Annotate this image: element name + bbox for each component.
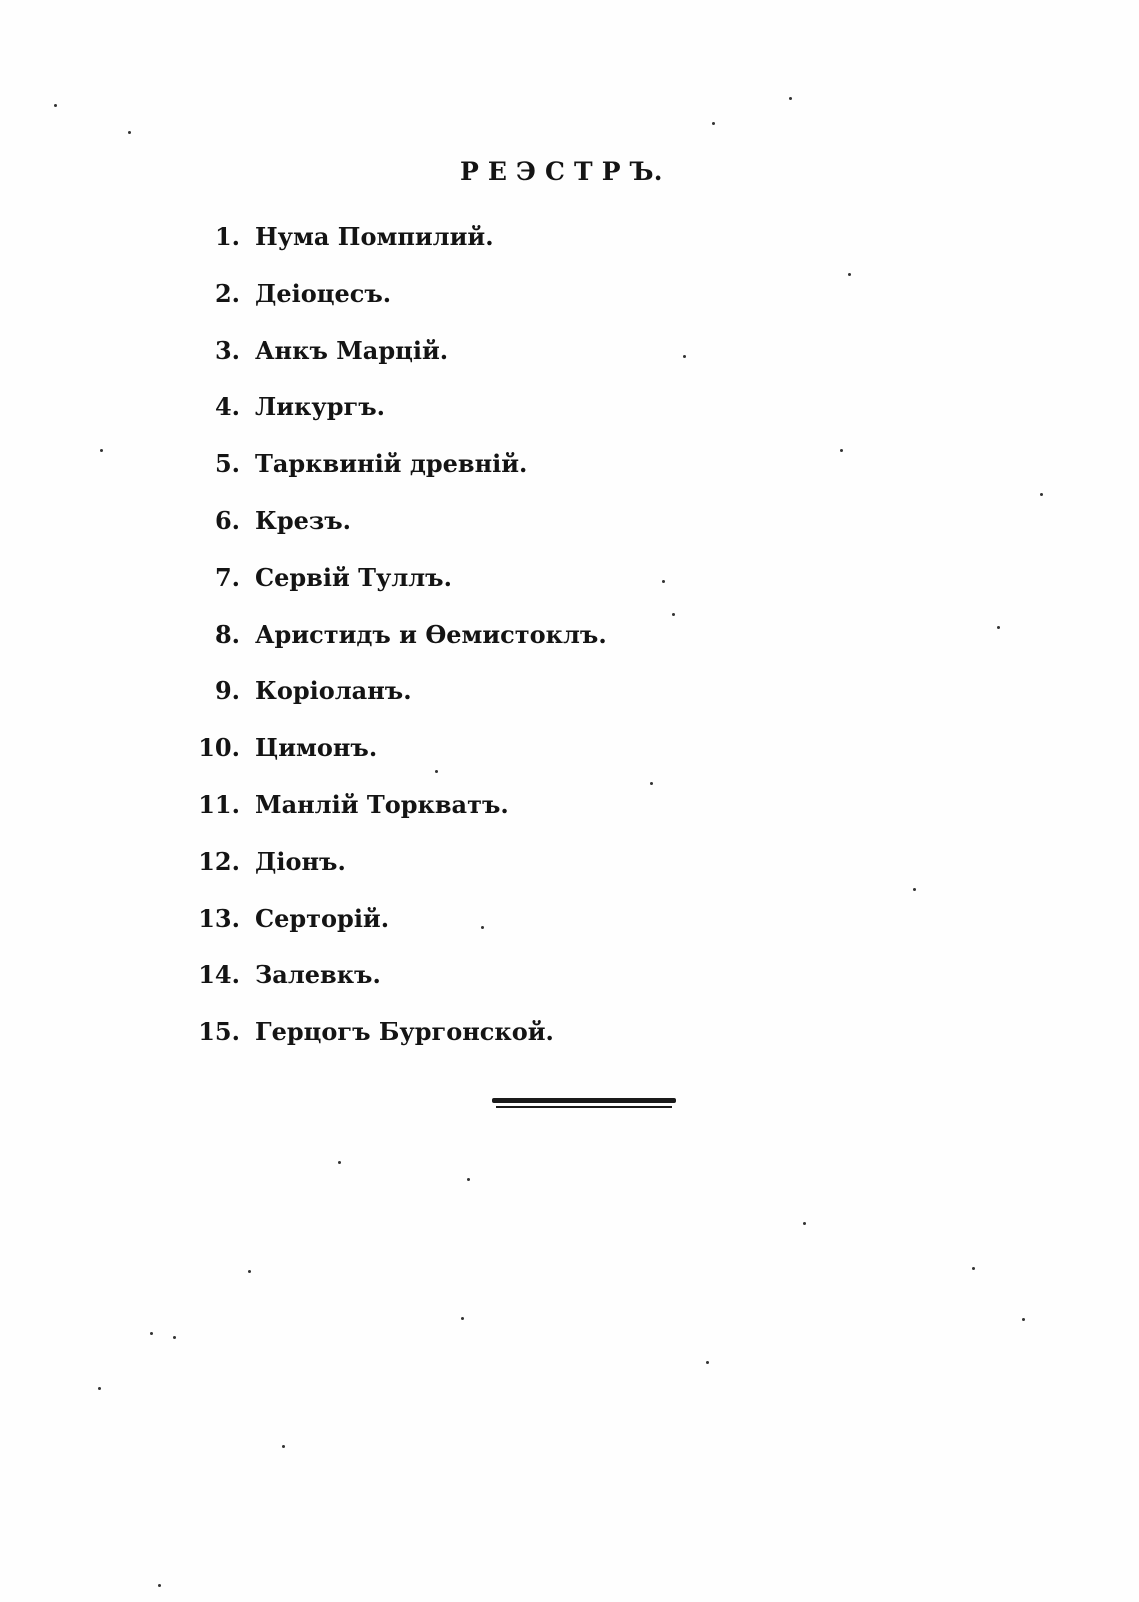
paper-speck bbox=[683, 355, 686, 358]
entry-name: Манлій Торкватъ. bbox=[255, 790, 509, 819]
paper-speck bbox=[461, 1317, 464, 1320]
paper-speck bbox=[150, 1332, 153, 1335]
paper-speck bbox=[54, 104, 57, 107]
paper-speck bbox=[913, 888, 916, 891]
entry-number: 14. bbox=[198, 960, 240, 989]
paper-speck bbox=[248, 1270, 251, 1273]
entry-name: Нума Помпилий. bbox=[255, 222, 494, 251]
entry-name: Герцогъ Бургонской. bbox=[255, 1017, 554, 1046]
list-item bbox=[0, 847, 1139, 887]
entry-number: 8. bbox=[214, 620, 240, 649]
paper-speck bbox=[972, 1267, 975, 1270]
paper-speck bbox=[848, 273, 851, 276]
entry-number: 12. bbox=[198, 847, 240, 876]
list-item bbox=[0, 449, 1139, 489]
entry-number: 5. bbox=[214, 449, 240, 478]
paper-speck bbox=[1040, 493, 1043, 496]
entry-number: 2. bbox=[214, 279, 240, 308]
list-item bbox=[0, 1017, 1139, 1057]
entry-number: 13. bbox=[198, 904, 240, 933]
paper-speck bbox=[481, 926, 484, 929]
paper-speck bbox=[672, 613, 675, 616]
entry-name: Залевкъ. bbox=[255, 960, 381, 989]
entry-name: Серторій. bbox=[255, 904, 390, 933]
paper-speck bbox=[282, 1445, 285, 1448]
end-rule-divider bbox=[492, 1098, 676, 1108]
entry-name: Тарквиній древній. bbox=[255, 449, 528, 478]
list-item bbox=[0, 336, 1139, 376]
entry-name: Діонъ. bbox=[255, 847, 346, 876]
list-item bbox=[0, 563, 1139, 603]
list-item bbox=[0, 279, 1139, 319]
entry-number: 6. bbox=[214, 506, 240, 535]
list-item bbox=[0, 733, 1139, 773]
entry-name: Аристидъ и Ѳемистоклъ. bbox=[255, 620, 607, 649]
entry-number: 10. bbox=[198, 733, 240, 762]
list-item bbox=[0, 676, 1139, 716]
entry-number: 3. bbox=[214, 336, 240, 365]
list-item bbox=[0, 392, 1139, 432]
list-item bbox=[0, 904, 1139, 944]
paper-speck bbox=[706, 1361, 709, 1364]
entry-number: 9. bbox=[214, 676, 240, 705]
entry-number: 4. bbox=[214, 392, 240, 421]
paper-speck bbox=[128, 131, 131, 134]
entry-name: Коріоланъ. bbox=[255, 676, 412, 705]
paper-speck bbox=[173, 1336, 176, 1339]
paper-speck bbox=[803, 1222, 806, 1225]
paper-speck bbox=[158, 1584, 161, 1587]
entry-number: 1. bbox=[214, 222, 240, 251]
paper-speck bbox=[435, 770, 438, 773]
entry-name: Крезъ. bbox=[255, 506, 351, 535]
list-item bbox=[0, 506, 1139, 546]
entry-name: Анкъ Марцій. bbox=[255, 336, 449, 365]
paper-speck bbox=[1022, 1318, 1025, 1321]
paper-speck bbox=[662, 580, 665, 583]
paper-speck bbox=[338, 1161, 341, 1164]
page-title: Р Е Э С Т Р Ъ. bbox=[460, 157, 663, 186]
list-item bbox=[0, 620, 1139, 660]
paper-speck bbox=[840, 449, 843, 452]
paper-speck bbox=[712, 122, 715, 125]
paper-speck bbox=[467, 1178, 470, 1181]
paper-speck bbox=[997, 626, 1000, 629]
paper-speck bbox=[789, 97, 792, 100]
list-item bbox=[0, 790, 1139, 830]
entry-number: 15. bbox=[198, 1017, 240, 1046]
entry-number: 7. bbox=[214, 563, 240, 592]
entry-name: Сервій Туллъ. bbox=[255, 563, 452, 592]
list-item bbox=[0, 222, 1139, 262]
entry-name: Цимонъ. bbox=[255, 733, 378, 762]
list-item bbox=[0, 960, 1139, 1000]
paper-speck bbox=[98, 1387, 101, 1390]
paper-speck bbox=[100, 449, 103, 452]
paper-speck bbox=[650, 782, 653, 785]
entry-name: Деіоцесъ. bbox=[255, 279, 392, 308]
entry-number: 11. bbox=[198, 790, 240, 819]
entry-name: Ликургъ. bbox=[255, 392, 385, 421]
